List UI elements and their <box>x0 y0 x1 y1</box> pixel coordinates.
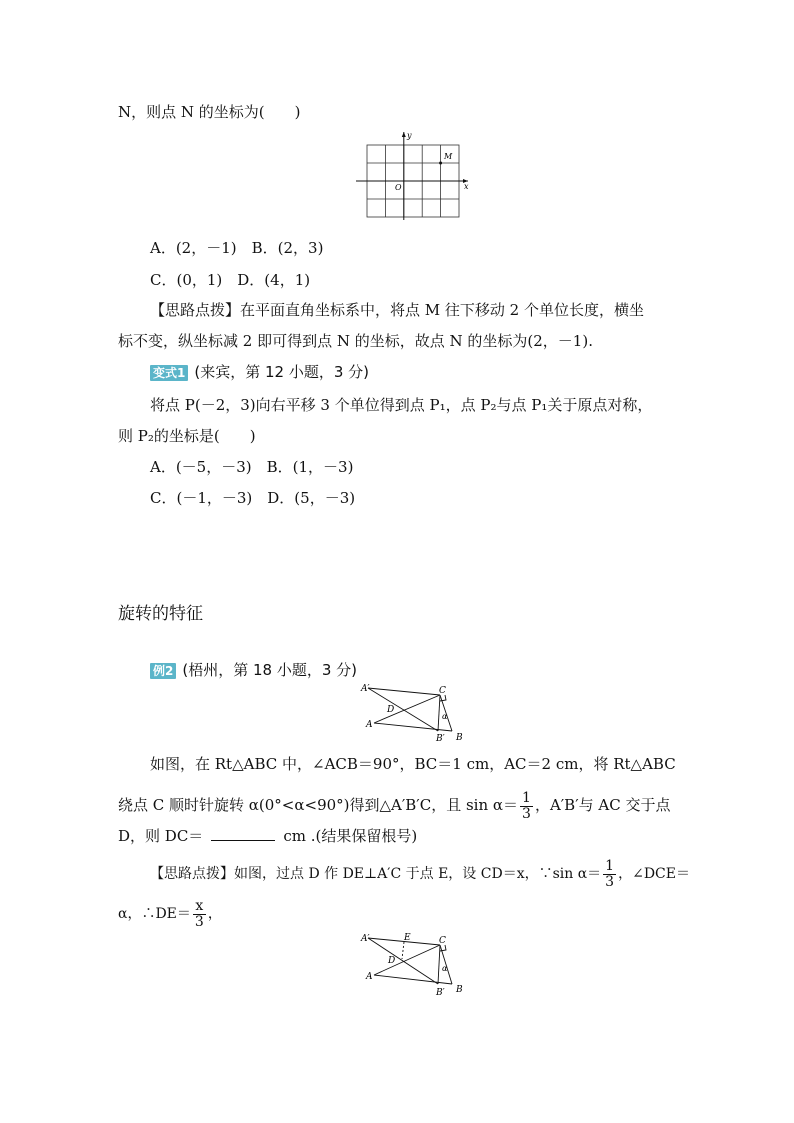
hint-line-2: 标不变，纵坐标减 2 即可得到点 N 的坐标，故点 N 的坐标为(2，－1). <box>118 332 593 350</box>
stem-line-2-before: 绕点 C 顺时针旋转 α(0°<α<90°)得到△A′B′C，且 sin α＝ <box>118 796 519 814</box>
stem-line-2-after: ，A′B′与 AC 交于点 <box>534 796 671 814</box>
hint2-after: ， <box>207 906 222 922</box>
variant-tag: 变式1 <box>150 365 188 381</box>
fraction-numerator: 1 <box>522 789 531 806</box>
answer-blank[interactable] <box>211 826 275 841</box>
variant-options-row-1: A．(－5，－3) B．(1，－3) <box>150 458 354 476</box>
hint-fraction-denominator: 3 <box>605 873 615 890</box>
label2-b-prime: B′ <box>436 988 445 998</box>
label-b: B <box>456 733 463 743</box>
example-hint-line-2 <box>118 897 222 931</box>
label2-d: D <box>388 956 396 966</box>
variant-source: (来宾，第 12 小题，3 分) <box>194 363 369 381</box>
example-header <box>150 660 357 680</box>
label2-alpha: α <box>442 964 448 973</box>
label-a: A <box>366 720 373 730</box>
hint-sin-fraction <box>603 859 616 890</box>
example-stem-line-3 <box>118 826 417 846</box>
stem-line-3-before: D，则 DC＝ <box>118 827 204 845</box>
de-fraction-numerator: x <box>193 899 206 915</box>
label-d: D <box>387 705 395 715</box>
label-a-prime: A′ <box>361 684 370 694</box>
example-source: (梧州，第 18 小题，3 分) <box>182 661 357 679</box>
example-stem-line-1: 如图，在 Rt△ABC 中，∠ACB＝90°，BC＝1 cm，AC＝2 cm，将 Rt△ABC <box>150 755 676 773</box>
hint2-before: α，∴DE＝ <box>118 906 191 922</box>
variant-stem-line-2: 则 P₂的坐标是( ) <box>118 427 256 445</box>
options-row-2: C．(0，1) D．(4，1) <box>150 271 311 289</box>
rotation-figure-1 <box>360 683 470 745</box>
stem-line-3-after: cm .(结果保留根号) <box>283 827 418 845</box>
section-title: 旋转的特征 <box>118 604 203 624</box>
example-tag: 例2 <box>150 663 176 679</box>
hint-fraction-numerator: 1 <box>605 857 615 874</box>
de-fraction-denominator: 3 <box>194 913 204 930</box>
hint-line-1: 【思路点拨】在平面直角坐标系中，将点 M 往下移动 2 个单位长度，横坐 <box>150 301 644 319</box>
example-stem-line-2 <box>118 788 670 822</box>
variant-options-row-2: C．(－1，－3) D．(5，－3) <box>150 489 356 507</box>
variant-header <box>150 362 369 382</box>
origin-label: O <box>395 183 402 192</box>
rotation-figure-2 <box>360 930 470 998</box>
x-axis-label: x <box>464 182 469 191</box>
label2-b: B <box>456 985 463 995</box>
point-m-label: M <box>444 152 453 161</box>
hint-before: 【思路点拨】如图，过点 D 作 DE⊥A′C 于点 E，设 CD＝x，∵sin α＝ <box>150 866 602 882</box>
question-stem-tail: N，则点 N 的坐标为( ) <box>118 103 301 121</box>
sin-alpha-fraction <box>520 791 533 822</box>
label-b-prime: B′ <box>436 734 445 744</box>
label-alpha: α <box>442 712 448 721</box>
example-hint-line-1 <box>150 857 690 891</box>
label2-c: C <box>439 936 446 946</box>
options-row-1: A．(2，－1) B．(2，3) <box>150 239 324 257</box>
label2-a-prime: A′ <box>361 934 370 944</box>
variant-stem-line-1: 将点 P(－2，3)向右平移 3 个单位得到点 P₁，点 P₂与点 P₁关于原点对称， <box>150 396 653 414</box>
de-fraction <box>193 899 206 930</box>
y-axis-label: y <box>407 131 412 140</box>
hint-after: ，∠DCE＝ <box>618 866 690 882</box>
fraction-denominator: 3 <box>522 805 531 822</box>
label-c: C <box>439 686 446 696</box>
label2-e: E <box>404 933 411 943</box>
label2-a: A <box>366 972 373 982</box>
coordinate-grid-figure <box>352 128 474 220</box>
